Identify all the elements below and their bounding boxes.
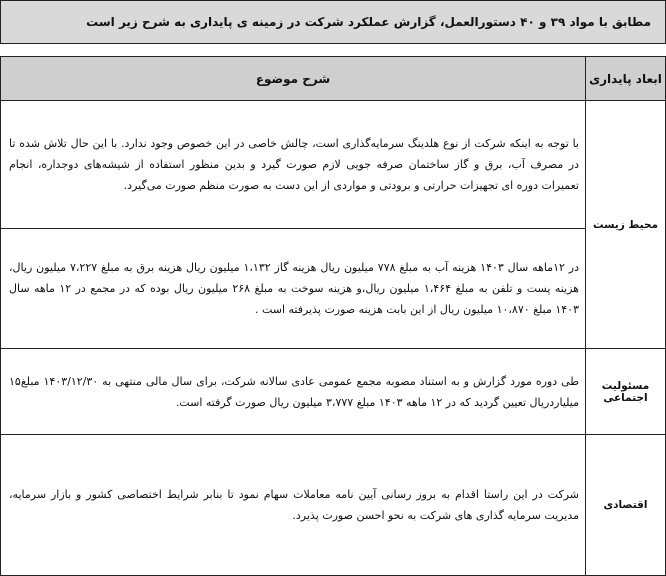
dimension-economic: اقتصادی [586,435,666,576]
economic-description-text: شرکت در این راستا اقدام به بروز رسانی آیین نامه معاملات سهام نمود تا بنابر شرایط اختصاصی کشور و بازار سرمایه، مدیریت سرمایه گذاری های شرکت به نحو احسن صورت پذیرد. [9,488,579,522]
description-cell [1,229,586,349]
environment-description-text: با توجه به اینکه شرکت از نوع هلدینگ سرمایه‌گذاری است، چالش خاصی در این خصوص وجود ندارد. با این حال تلاش شده تا در مصرف آب، برق و گاز ساختمان صرفه جویی لازم صورت گیرد و بدین منظور استفاده از شیشه‌های دوجداره، انجام تعمیرات دوره ای تجهیزات حرارتی و برودتی و مواردی از این دست به صورت منظم صورت می‌گیرد. [9,137,579,192]
description-cell [1,101,586,229]
sustainability-table [0,56,666,576]
report-header [0,0,666,44]
description-cell [1,349,586,435]
description-cell [1,435,586,576]
column-header-dimension: ابعاد پایداری [586,57,666,101]
dimension-social-responsibility: مسئولیت اجتماعی [586,349,666,435]
table-row [1,349,666,435]
dimension-environment: محیط زیست [586,101,666,349]
table-row [1,229,666,349]
table-row [1,435,666,576]
social-description-text: طی دوره مورد گزارش و به استناد مصوبه مجمع عمومی عادی سالانه شرکت، برای سال مالی منتهی به ۱۴۰۳/۱۲/۳۰ مبلغ۱۵ میلیاردریال تعیین گردید که در ۱۲ ماهه ۱۴۰۳ مبلغ ۳،۷۷۷ میلیون ریال صورت گرفته است. [9,374,579,409]
header-title: مطابق با مواد ۳۹ و ۴۰ دستورالعمل، گزارش عملکرد شرکت در زمینه ی پایداری به شرح زیر است [86,15,651,29]
table-row [1,101,666,229]
table-header-row [1,57,666,101]
column-header-description: شرح موضوع [1,57,586,101]
environment-costs-text: در ۱۲ماهه سال ۱۴۰۳ هزینه آب به مبلغ ۷۷۸ میلیون ریال هزینه گاز ۱،۱۳۲ میلیون ریال هزینه برق به مبلغ ۷،۲۲۷ میلیون ریال، هزینه پست و تلفن به مبلغ ۱،۴۶۴ میلیون ریال،و هزینه سوخت به مبلغ ۲۶۸ میلیون ریال بوده که در مجمع در ۱۲ ماهه سال ۱۴۰۳ مبلغ ۱۰،۸۷۰ میلیون ریال از این بابت هزینه صورت پذیرفته است . [9,261,579,316]
